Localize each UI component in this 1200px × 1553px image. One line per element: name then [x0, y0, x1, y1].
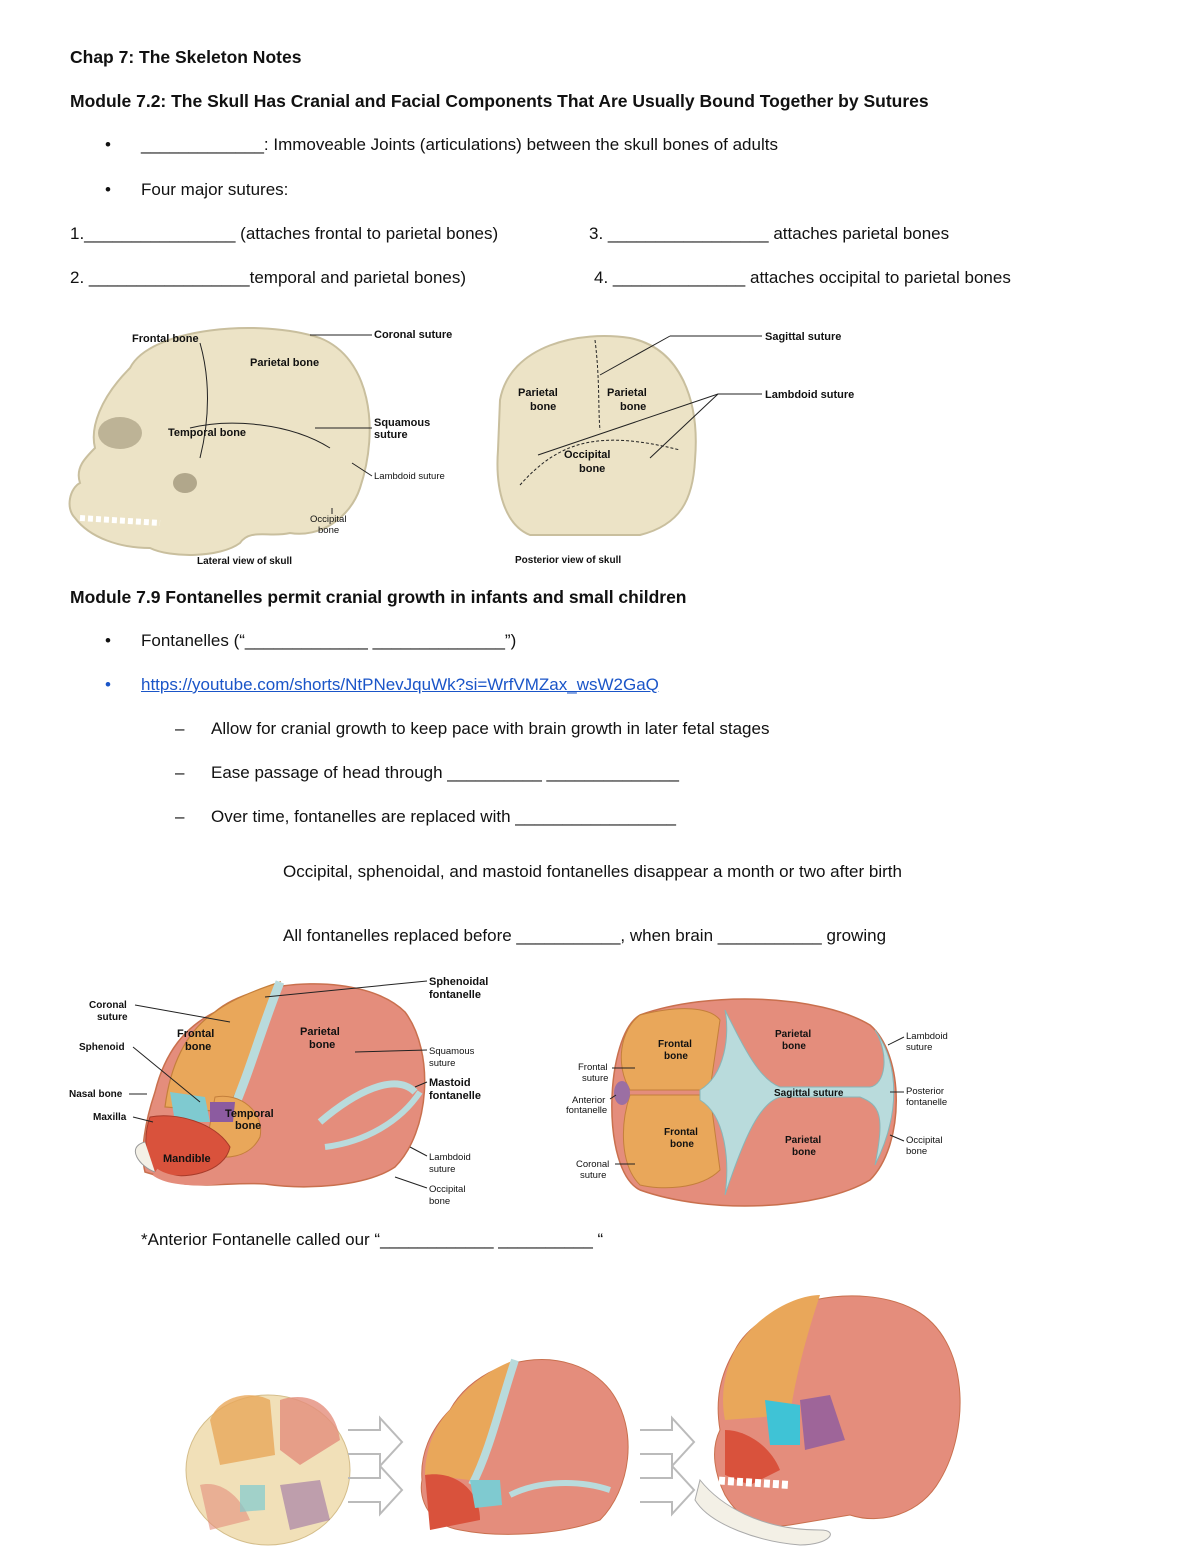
label-occipital-1: Occipital — [564, 449, 611, 461]
label-mandible: Mandible — [163, 1153, 211, 1165]
label-parietal-top-1: Parietal — [775, 1029, 812, 1040]
label-squamous-suture-2: suture — [374, 429, 408, 441]
caption-lateral-view: Lateral view of skull — [197, 556, 293, 567]
label-sagittal: Sagittal suture — [774, 1088, 844, 1099]
label-temporal-1: Temporal — [225, 1108, 274, 1120]
label-occipital-1: Occipital — [429, 1184, 466, 1195]
label-sphenoidal-2: fontanelle — [429, 989, 481, 1001]
label-parietal-2: bone — [309, 1039, 336, 1051]
label-occipital-1: Occipital — [310, 514, 347, 525]
suture-item-4: 4. ______________ attaches occipital to parietal bones — [594, 268, 1011, 287]
lateral-skull-figure — [60, 318, 480, 570]
label-parietal-left-1: Parietal — [518, 387, 558, 399]
label-squamous-1: Squamous — [429, 1046, 475, 1057]
label-lambdoid-suture: Lambdoid suture — [765, 389, 855, 401]
suture-item-2: 2. _________________temporal and parietal bones) — [70, 268, 467, 287]
suture-item-1: 1.________________ (attaches frontal to parietal bones) — [70, 224, 499, 243]
label-occipital-1: Occipital — [906, 1135, 943, 1146]
label-squamous-suture-1: Squamous — [374, 417, 431, 429]
infant-superior-skull-figure — [560, 995, 960, 1215]
youtube-link[interactable]: • https://youtube.com/shorts/NtPNevJquWk?si=WrfVMZax_wsW2GaQ — [141, 674, 659, 696]
sutures-definition: • _____________: Immoveable Joints (articulations) between the skull bones of adults — [141, 134, 778, 156]
label-frontal-top-2: bone — [664, 1051, 688, 1062]
label-frontal-1: Frontal — [177, 1028, 215, 1040]
label-nasal-bone: Nasal bone — [69, 1089, 123, 1100]
label-parietal-top-2: bone — [782, 1041, 806, 1052]
label-frontal-top-1: Frontal — [658, 1039, 692, 1050]
adult-skull-illustration — [695, 1295, 960, 1545]
label-temporal-bone: Temporal bone — [168, 427, 247, 439]
label-parietal-bot-2: bone — [792, 1147, 816, 1158]
label-occipital-2: bone — [318, 525, 340, 536]
label-frontal-suture-2: suture — [582, 1073, 609, 1084]
label-squamous-2: suture — [429, 1058, 456, 1069]
label-parietal-1: Parietal — [300, 1026, 340, 1038]
fetal-skull-illustration — [186, 1395, 350, 1545]
progression-arrow-2 — [640, 1418, 694, 1514]
posterior-skull-figure — [490, 320, 910, 570]
anterior-fontanelle-note: *Anterior Fontanelle called our “____________ __________ “ — [141, 1230, 604, 1249]
fontanelle-note-1: Occipital, sphenoidal, and mastoid fontanelles disappear a month or two after birth — [283, 862, 902, 881]
label-coronal-1: Coronal — [89, 1000, 127, 1011]
fontanelle-point-2: – Ease passage of head through __________ ______________ — [211, 762, 679, 784]
label-occipital-2: bone — [429, 1196, 451, 1207]
label-frontal-bone: Frontal bone — [132, 333, 199, 345]
label-anterior-1: Anterior — [572, 1095, 606, 1106]
label-sagittal-suture: Sagittal suture — [765, 331, 842, 343]
fontanelle-point-1: – Allow for cranial growth to keep pace with brain growth in later fetal stages — [211, 718, 769, 740]
label-occipital-2: bone — [579, 463, 606, 475]
skull-growth-progression-figure — [180, 1280, 980, 1545]
label-coronal-suture: Coronal suture — [374, 329, 453, 341]
label-posterior-2: fontanelle — [906, 1097, 948, 1108]
label-frontal-suture-1: Frontal — [578, 1062, 608, 1073]
label-lambdoid-2: suture — [429, 1164, 456, 1175]
label-coronal-2: suture — [580, 1170, 607, 1181]
label-parietal-left-2: bone — [530, 401, 557, 413]
suture-item-3: 3. _________________ attaches parietal bones — [589, 224, 950, 243]
label-frontal-2: bone — [185, 1041, 212, 1053]
infant-lateral-skull-figure — [65, 972, 515, 1212]
caption-posterior-view: Posterior view of skull — [515, 555, 622, 566]
label-parietal-right-1: Parietal — [607, 387, 647, 399]
page-title: Chap 7: The Skeleton Notes — [70, 47, 302, 67]
four-sutures-label: • Four major sutures: — [141, 179, 288, 201]
fontanelle-point-3: – Over time, fontanelles are replaced with _________________ — [211, 806, 676, 828]
label-parietal-right-2: bone — [620, 401, 647, 413]
module-7-9-heading: Module 7.9 Fontanelles permit cranial growth in infants and small children — [70, 587, 687, 607]
label-lambdoid-suture: Lambdoid suture — [374, 471, 445, 482]
label-sphenoidal-1: Sphenoidal — [429, 976, 489, 988]
label-frontal-bot-1: Frontal — [664, 1127, 698, 1138]
label-maxilla: Maxilla — [93, 1112, 127, 1123]
label-parietal-bone: Parietal bone — [250, 357, 320, 369]
label-coronal-2: suture — [97, 1012, 128, 1023]
label-occipital-2: bone — [906, 1146, 928, 1157]
label-frontal-bot-2: bone — [670, 1139, 694, 1150]
label-lambdoid-1: Lambdoid — [429, 1152, 471, 1163]
label-parietal-bot-1: Parietal — [785, 1135, 822, 1146]
label-posterior-1: Posterior — [906, 1086, 945, 1097]
label-sphenoid: Sphenoid — [79, 1042, 125, 1053]
label-lambdoid-1: Lambdoid — [906, 1031, 948, 1042]
fontanelle-note-2: All fontanelles replaced before ___________, when brain ___________ growing — [283, 926, 887, 945]
label-lambdoid-2: suture — [906, 1042, 933, 1053]
label-temporal-2: bone — [235, 1120, 262, 1132]
label-mastoid-2: fontanelle — [429, 1090, 481, 1102]
progression-arrow-1 — [348, 1418, 402, 1514]
label-coronal-1: Coronal — [576, 1159, 610, 1170]
label-mastoid-1: Mastoid — [429, 1077, 471, 1089]
module-7-2-heading: Module 7.2: The Skull Has Cranial and Facial Components That Are Usually Bound Together by Sutures — [70, 91, 929, 111]
fontanelles-definition: • Fontanelles (“_____________ ______________”) — [141, 630, 516, 652]
label-anterior-2: fontanelle — [566, 1105, 608, 1116]
infant-skull-illustration — [421, 1360, 628, 1535]
